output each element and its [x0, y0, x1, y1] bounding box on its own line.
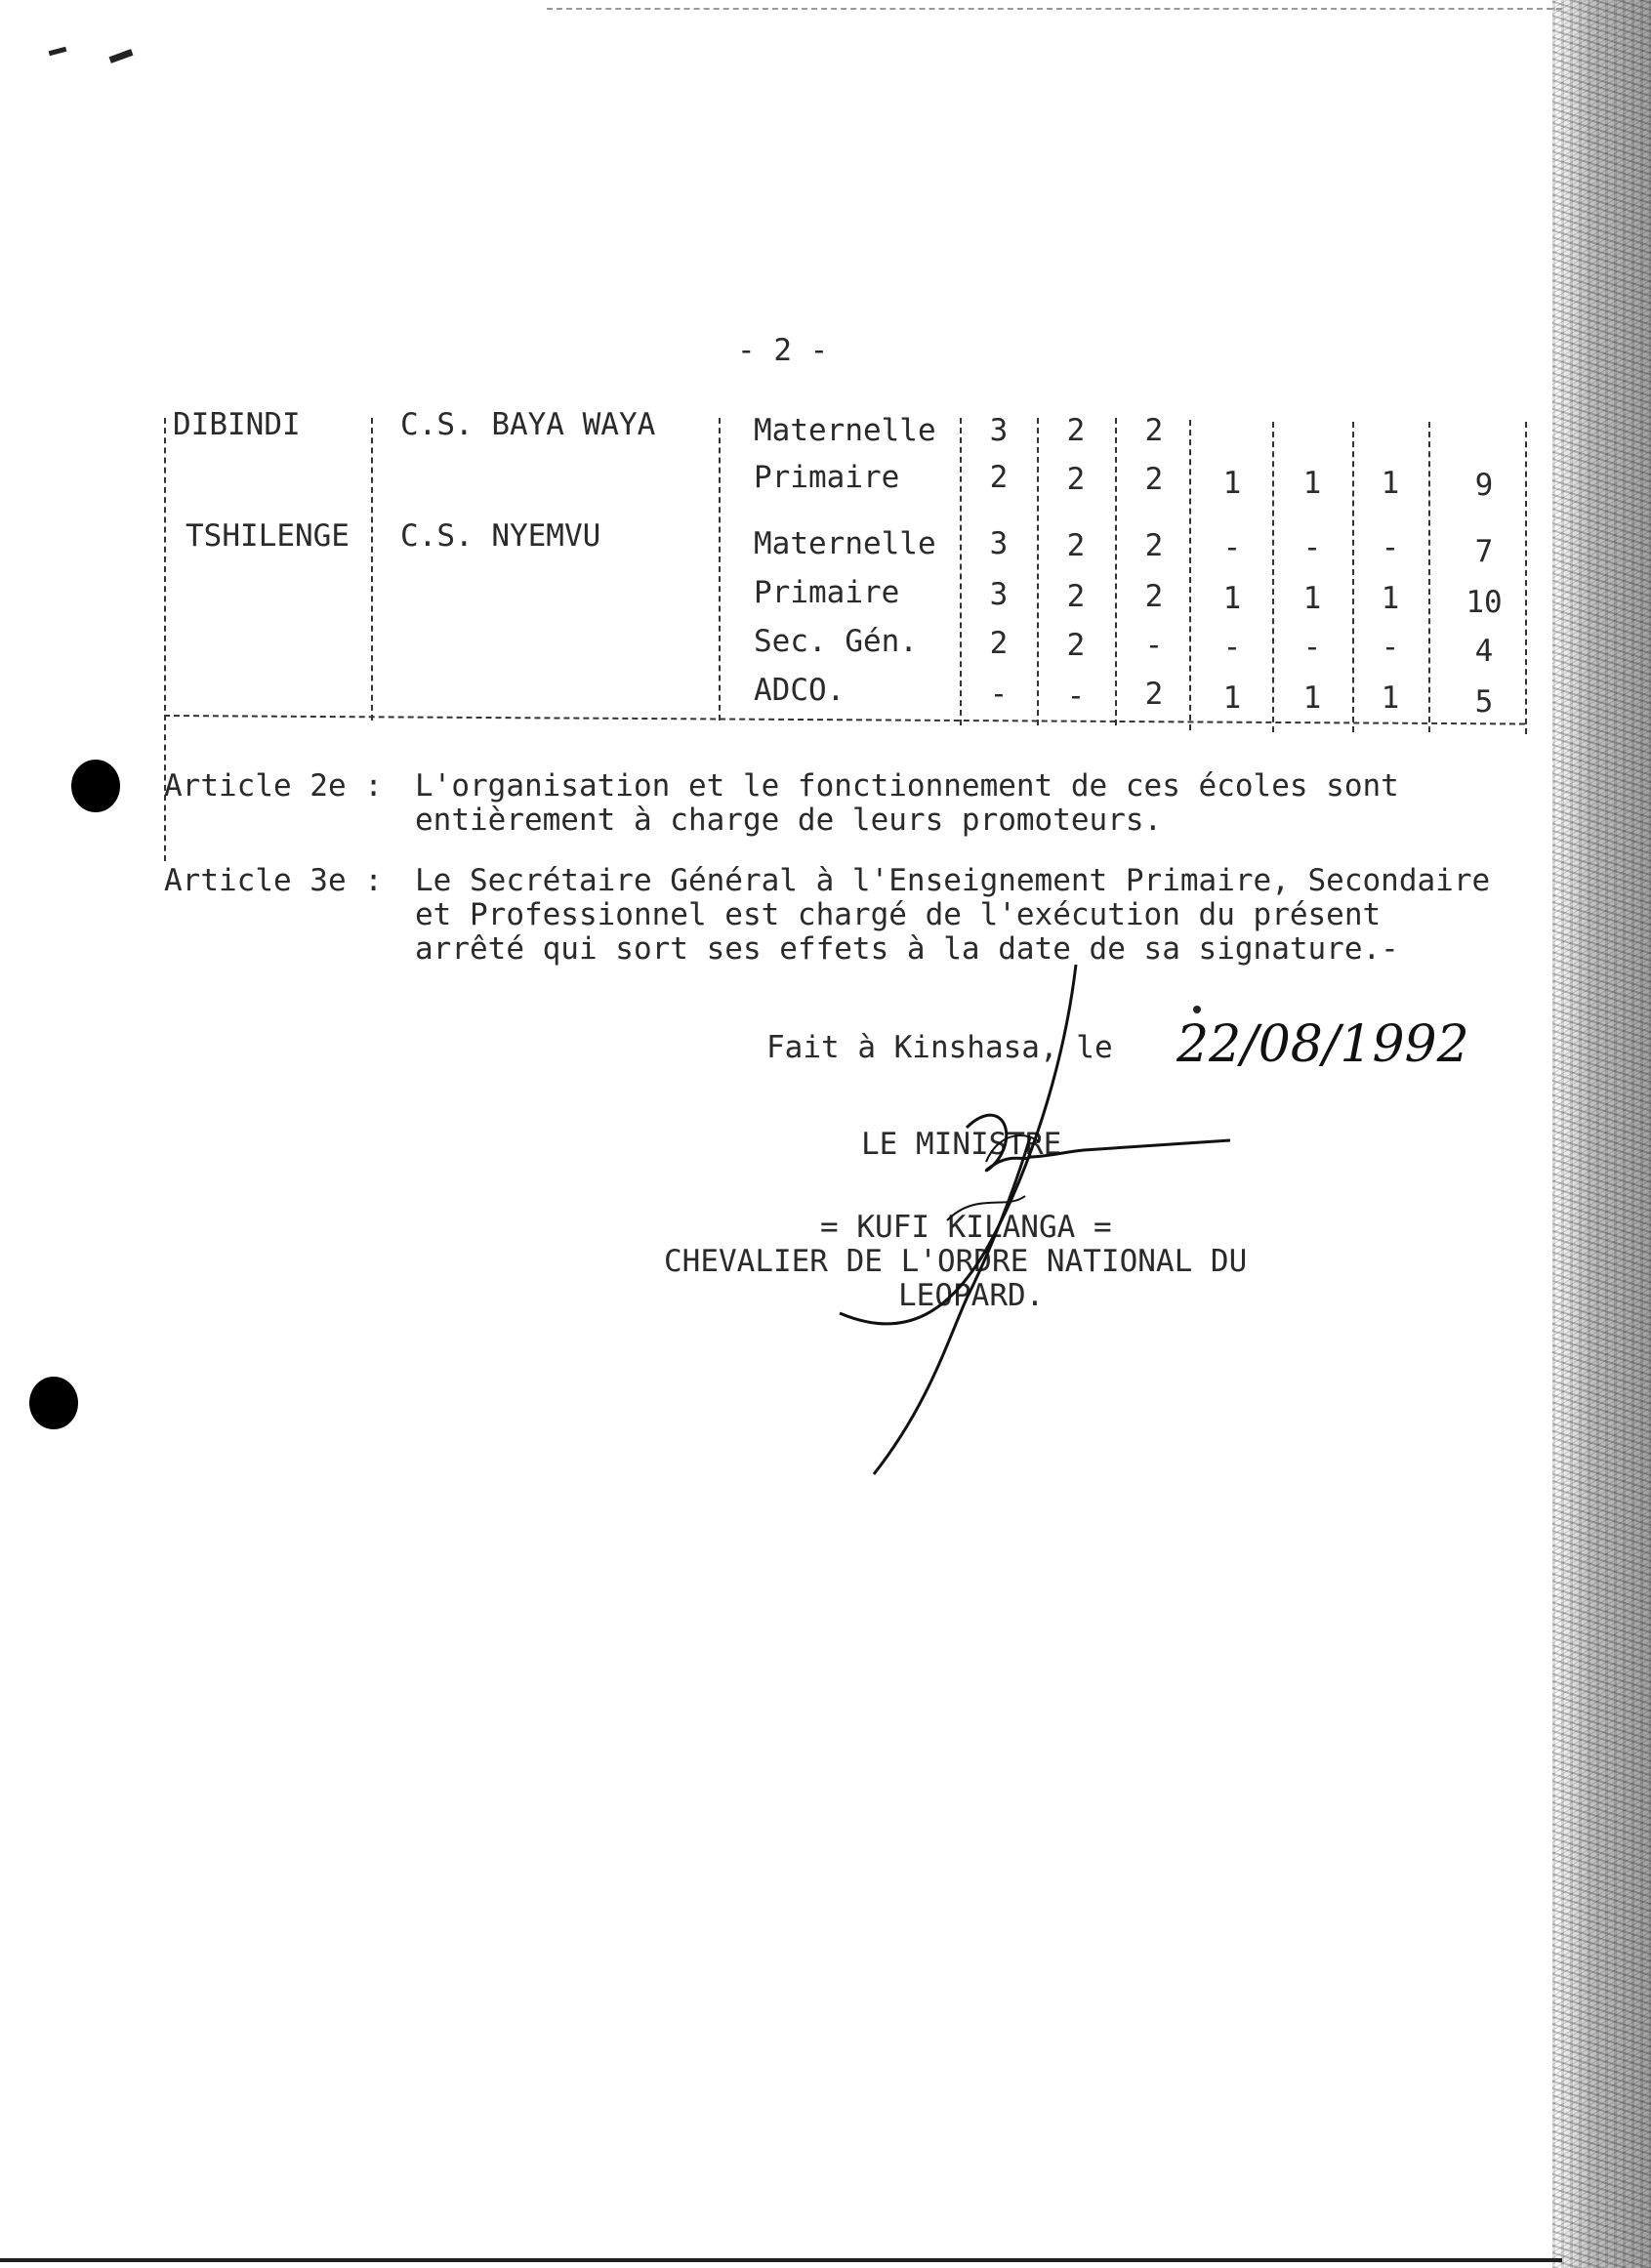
value-cell: 1: [1302, 466, 1322, 501]
value-cell: 1: [1381, 466, 1400, 501]
place-date-line: Fait à Kinshasa, le: [766, 1030, 1113, 1065]
article-label: Article 2e :: [164, 768, 383, 804]
value-cell: 2: [1066, 413, 1086, 448]
locality-cell: DIBINDI: [173, 407, 301, 442]
top-scan-line: [547, 8, 1562, 12]
value-cell: -: [989, 677, 1009, 712]
value-cell: 5: [1474, 684, 1494, 720]
honor-line: LEOPARD.: [898, 1278, 1045, 1313]
table-separator: [960, 418, 962, 725]
article-line: entièrement à charge de leurs promoteurs.: [415, 803, 1163, 838]
value-cell: 3: [989, 413, 1009, 448]
table-separator: [1115, 418, 1117, 725]
value-cell: 2: [1144, 677, 1164, 712]
table-border-bottom: [164, 715, 1525, 725]
table-border-left: [164, 418, 166, 721]
value-cell: 1: [1222, 466, 1242, 501]
signature-mark: [820, 957, 1250, 1484]
table-separator: [1428, 422, 1430, 732]
level-cell: Sec. Gén.: [754, 624, 918, 659]
value-cell: 2: [1144, 579, 1164, 614]
value-cell: 1: [1302, 581, 1322, 616]
value-cell: 1: [1381, 581, 1400, 616]
value-cell: 1: [1381, 680, 1400, 716]
value-cell: 4: [1474, 634, 1494, 669]
level-cell: Maternelle: [754, 526, 936, 561]
school-cell: C.S. BAYA WAYA: [400, 407, 656, 442]
scan-speck: [1193, 1006, 1201, 1013]
value-cell: -: [1222, 530, 1242, 565]
table-separator: [1272, 422, 1274, 732]
value-cell: 2: [1144, 413, 1164, 448]
article-label: Article 3e :: [164, 863, 383, 898]
table-separator: [1189, 420, 1191, 730]
value-cell: 3: [989, 577, 1009, 612]
scan-speck: [49, 47, 67, 56]
value-cell: -: [1144, 628, 1164, 663]
value-cell: 2: [1066, 462, 1086, 497]
value-cell: 1: [1222, 680, 1242, 716]
value-cell: 2: [989, 626, 1009, 661]
punch-hole-top: [71, 760, 120, 812]
locality-cell: TSHILENGE: [186, 518, 350, 554]
punch-hole-bottom: [29, 1377, 78, 1429]
article-line: L'organisation et le fonctionnement de ces écoles sont: [415, 768, 1399, 804]
level-cell: ADCO.: [754, 673, 846, 708]
article-line: Le Secrétaire Général à l'Enseignement Primaire, Secondaire: [415, 863, 1491, 898]
minister-name: = KUFI KILANGA =: [820, 1210, 1112, 1245]
scan-speck: [109, 49, 134, 63]
value-cell: 2: [989, 460, 1009, 495]
table-border-right: [1525, 422, 1527, 734]
value-cell: -: [1381, 530, 1400, 565]
school-cell: C.S. NYEMVU: [400, 518, 601, 554]
handwritten-date: 22/08/1992: [1176, 1015, 1469, 1074]
level-cell: Maternelle: [754, 413, 936, 448]
value-cell: 1: [1222, 581, 1242, 616]
level-cell: Primaire: [754, 575, 900, 610]
value-cell: 2: [1144, 528, 1164, 563]
article-line: et Professionnel est chargé de l'exécution du présent: [415, 897, 1382, 932]
value-cell: 10: [1465, 585, 1503, 620]
value-cell: 2: [1066, 528, 1086, 563]
value-cell: -: [1381, 630, 1400, 665]
scan-edge-noise: [1552, 0, 1651, 2268]
article-line: arrêté qui sort ses effets à la date de sa signature.-: [415, 931, 1399, 967]
value-cell: 2: [1066, 579, 1086, 614]
page-number: - 2 -: [737, 333, 829, 368]
value-cell: 7: [1474, 534, 1494, 569]
value-cell: -: [1302, 630, 1322, 665]
value-cell: 1: [1302, 680, 1322, 716]
table-separator: [1352, 422, 1354, 732]
value-cell: -: [1066, 679, 1086, 714]
value-cell: 3: [989, 526, 1009, 561]
honor-line: CHEVALIER DE L'ORDRE NATIONAL DU: [664, 1244, 1248, 1279]
value-cell: 9: [1474, 468, 1494, 503]
minister-title: LE MINISTRE: [861, 1127, 1062, 1162]
value-cell: -: [1222, 630, 1242, 665]
value-cell: 2: [1144, 462, 1164, 497]
bottom-scan-line: [0, 2258, 1562, 2262]
table-separator: [371, 418, 373, 721]
level-cell: Primaire: [754, 460, 900, 495]
table-separator: [1037, 418, 1039, 725]
table-separator: [719, 418, 721, 721]
value-cell: 2: [1066, 628, 1086, 663]
value-cell: -: [1302, 530, 1322, 565]
